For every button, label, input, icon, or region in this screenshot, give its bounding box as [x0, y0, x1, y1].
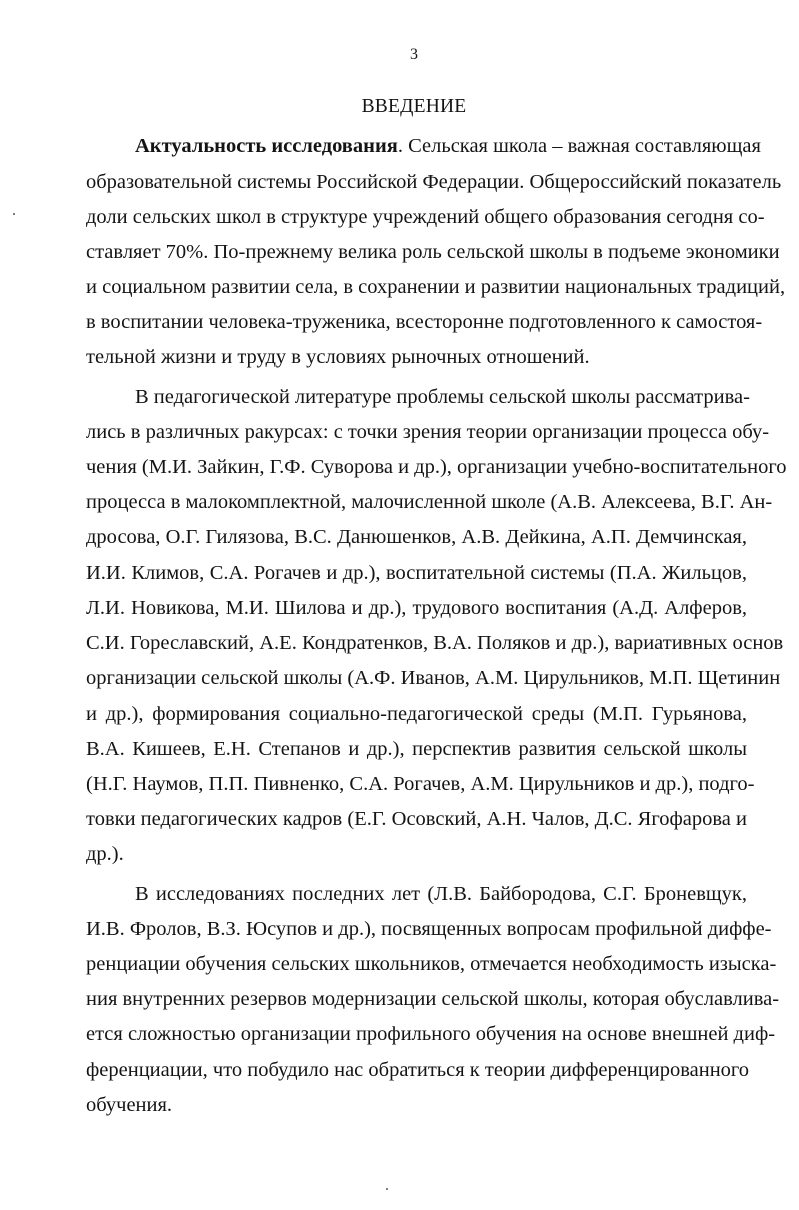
paragraph-1-line-2: образовательной системы Российской Федерации. Общероссийский показатель — [86, 171, 782, 193]
paragraph-2-line-6: И.И. Климов, С.А. Рогачев и др.), воспитательной системы (П.А. Жильцов, — [86, 562, 747, 584]
paragraph-1-line-3: доли сельских школ в структуре учреждений общего образования сегодня со- — [86, 206, 765, 228]
paragraph-3-line-5: ется сложностью организации профильного обучения на основе внешней диф- — [86, 1023, 776, 1045]
paragraph-2-line-1: В педагогической литературе проблемы сельской школы рассматрива- — [135, 386, 750, 408]
paragraph-2-line-11: В.А. Кишеев, Е.Н. Степанов и др.), перспектив развития сельской школы — [86, 738, 747, 760]
paragraph-1-line-4: ставляет 70%. По-прежнему велика роль сельской школы в подъеме экономики — [86, 241, 780, 263]
section-heading: ВВЕДЕНИЕ — [361, 96, 467, 117]
scan-speck — [386, 1188, 388, 1190]
paragraph-3-line-7: обучения. — [86, 1094, 173, 1116]
paragraph-2-line-10: и др.), формирования социально-педагогической среды (М.П. Гурьянова, — [86, 703, 747, 725]
paragraph-2-line-4: процесса в малокомплектной, малочисленной школе (А.В. Алексеева, В.Г. Ан- — [86, 491, 773, 513]
scan-speck — [13, 213, 15, 215]
paragraph-2-line-7: Л.И. Новикова, М.И. Шилова и др.), трудового воспитания (А.Д. Алферов, — [86, 597, 747, 619]
page-number: 3 — [410, 46, 418, 63]
paragraph-2-line-3: чения (М.И. Зайкин, Г.Ф. Суворова и др.), организации учебно-воспитательного — [86, 456, 787, 478]
paragraph-2-line-14: др.). — [86, 843, 124, 865]
paragraph-3-line-6: ференциации, что побудило нас обратиться к теории дифференцированного — [86, 1059, 750, 1081]
paragraph-2-line-5: дросова, О.Г. Гилязова, В.С. Данюшенков, А.В. Дейкина, А.П. Демчинская, — [86, 526, 747, 548]
paragraph-1-line-6: в воспитании человека-труженика, всесторонне подготовленного к самостоя- — [86, 311, 763, 333]
paragraph-3-line-3: ренциации обучения сельских школьников, отмечается необходимость изыска- — [86, 953, 777, 975]
paragraph-2-line-9: организации сельской школы (А.Ф. Иванов, А.М. Цирульников, М.П. Щетинин — [86, 667, 781, 689]
paragraph-2-line-13: товки педагогических кадров (Е.Г. Осовский, А.Н. Чалов, Д.С. Ягофарова и — [86, 808, 747, 830]
paragraph-3-line-1: В исследованиях последних лет (Л.В. Байбородова, С.Г. Броневщук, — [135, 883, 747, 905]
paragraph-2-line-2: лись в различных ракурсах: с точки зрения теории организации процесса обу- — [86, 421, 770, 443]
paragraph-1-line-7: тельной жизни и труду в условиях рыночных отношений. — [86, 346, 590, 368]
paragraph-2-line-12: (Н.Г. Наумов, П.П. Пивненко, С.А. Рогачев, А.М. Цирульников и др.), подго- — [86, 773, 755, 795]
relevance-lead: Актуальность исследования — [135, 135, 398, 157]
paragraph-1-line-5: и социальном развитии села, в сохранении и развитии национальных традиций, — [86, 276, 786, 298]
paragraph-1-line-1 — [135, 132, 761, 160]
relevance-lead-rest: . Сельская школа – важная составляющая — [397, 135, 761, 157]
paragraph-3-line-4: ния внутренних резервов модернизации сельской школы, которая обуславлива- — [86, 988, 780, 1010]
paragraph-3-line-2: И.В. Фролов, В.З. Юсупов и др.), посвященных вопросам профильной диффе- — [86, 918, 772, 940]
paragraph-2-line-8: С.И. Гореславский, А.Е. Кондратенков, В.А. Поляков и др.), вариативных основ — [86, 632, 784, 654]
